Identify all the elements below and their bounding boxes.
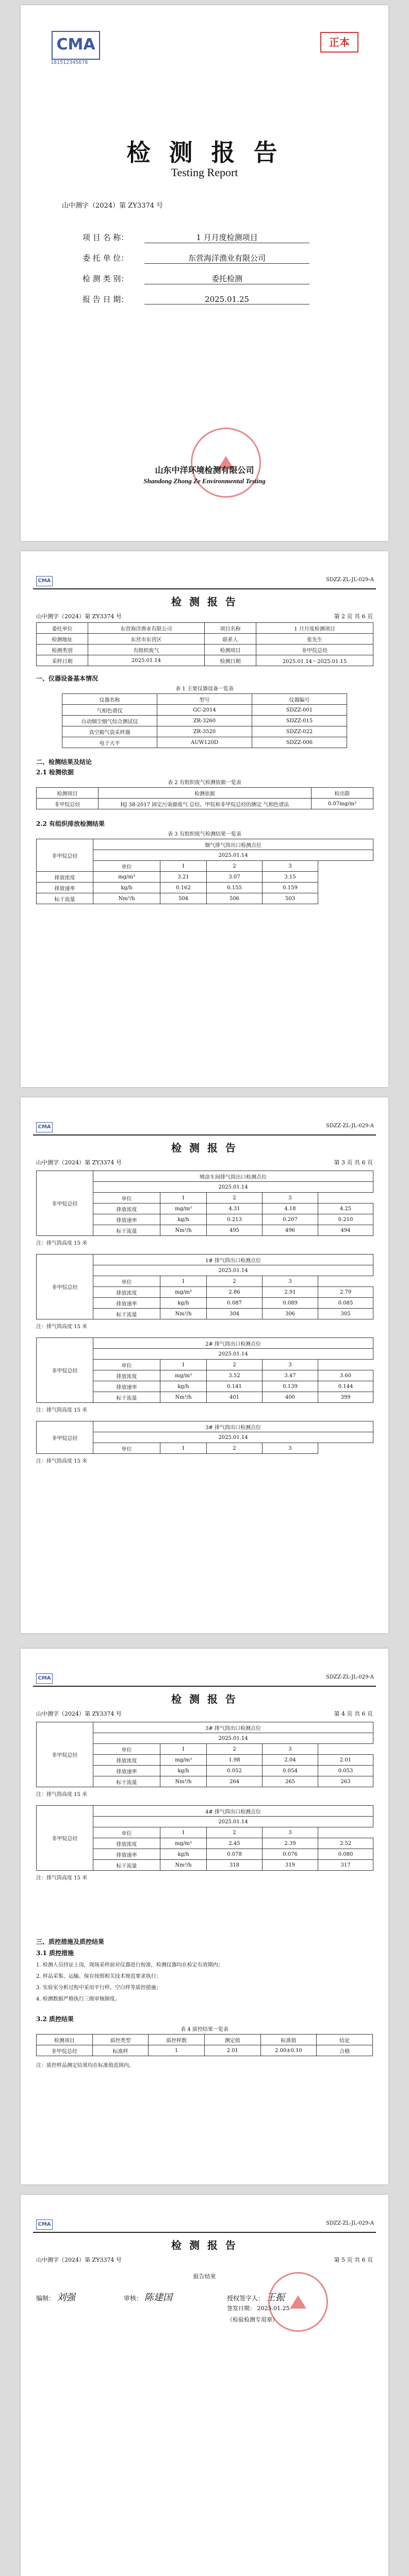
qc-line: 4. 检测数据严格执行三级审核制度。 [36,1996,120,2002]
page-number: 第 5 页 共 6 页 [334,2257,373,2263]
table-note: 注：排气筒高度 15 米 [36,1875,88,1881]
company-name: 山东中洋环境检测有限公司 [155,465,254,475]
table-cell: kg/h [160,1381,207,1392]
table-header: 单位 [93,1193,160,1204]
results-point: 2# 排气筒出口检测点位 [93,1338,373,1349]
report-page-4 [21,1649,388,2184]
info-cell: 非甲烷总烃 [256,645,373,655]
table-cell: 排放浓度 [93,1755,160,1766]
table-cell: 0.076 [263,1849,318,1860]
cover-client: 东营海洋渔业有限公司 [144,252,309,264]
qc-line: 2. 样品采集、运输、保存按照相关技术规范要求执行； [36,1974,161,1979]
table-header: 2 [207,1744,263,1755]
info-cell: 2025.01.14 [88,655,205,666]
basis-table [36,787,373,809]
table-cell: 真空箱气袋采样器 [62,726,157,737]
table-header: 质控类型 [92,2035,149,2045]
table-cell: GC-2014 [157,705,252,716]
table-cell: 317 [318,1860,373,1871]
info-cell: 东营海洋渔业有限公司 [88,623,205,634]
info-cell: 1 月月度检测项目 [256,623,373,634]
table-row [37,2045,373,2056]
table-cell: 电子天平 [62,737,157,748]
table-header: 检测依据 [99,788,312,799]
table-cell: 排放浓度 [37,872,93,883]
table-cell: 3.47 [263,1370,318,1381]
table-header: 3 [263,1443,318,1454]
table-cell: mg/m³ [160,1204,207,1214]
table-row [37,655,373,666]
table-cell: 495 [207,1225,263,1236]
table-header: 质控样数 [149,2035,205,2045]
report-subtitle: Testing Report [171,166,238,179]
table-header: 1 [160,1193,207,1204]
header-rule [33,1134,376,1136]
results-table [36,1421,373,1454]
page-report-number: 山中测字（2024）第 ZY3374 号 [36,613,122,620]
page-report-number: 山中测字（2024）第 ZY3374 号 [36,1159,122,1166]
results-table [36,1722,373,1787]
table-header: 标准值 [260,2035,317,2045]
cover-type-row [83,273,309,284]
results-point: 喷涂车间排气筒出口检测点位 [93,1171,373,1182]
info-cell: 检测项目 [205,645,256,655]
reviewer-line [124,2290,172,2303]
table-cell: 2.39 [263,1838,318,1849]
table-cell: 0.207 [263,1214,318,1225]
original-stamp: 正本 [320,32,358,53]
company-name-en: Shandong Zhong Ze Environmental Testing [143,477,266,485]
table-row [37,799,373,809]
section-3-2-title: 3.2 质控结果 [36,2015,74,2023]
table-header: 2 [207,1276,263,1287]
table-cell: 400 [263,1392,318,1403]
table-cell: 排放浓度 [93,1204,160,1214]
reviewer-label: 审核： [124,2295,143,2302]
table-note: 注：排气筒高度 15 米 [36,1792,88,1798]
page-title: 检 测 报 告 [171,1693,238,1705]
table-header: 3 [263,1193,318,1204]
report-title: 检 测 报 告 [126,139,283,166]
results-date: 2025.01.14 [93,1733,373,1744]
table-cell: mg/m³ [160,1838,207,1849]
info-cell: 联系人 [205,634,256,645]
results-table [36,1805,373,1871]
table-header: 单位 [93,1827,160,1838]
report-number: 山中测字（2024）第 ZY3374 号 [62,202,163,210]
table-header: 结论 [317,2035,373,2045]
section-3-title: 三、质控措施及质控结果 [36,1938,105,1945]
results-date: 2025.01.14 [93,1265,373,1276]
table-cell: ZR-3520 [157,726,252,737]
header-code: SDZZ-ZL-JL-029-A [326,2221,374,2226]
table-cell: 265 [263,1776,318,1787]
results-point: 4# 排气筒出口检测点位 [93,1806,373,1817]
table-cell: mg/m³ [160,1287,207,1298]
page-report-number: 山中测字（2024）第 ZY3374 号 [36,1710,122,1717]
table-header: 单位 [93,1360,160,1370]
table-cell: 2.86 [207,1287,263,1298]
table-row [62,737,347,748]
table-cell: 304 [207,1309,263,1319]
table-cell: 标干流量 [93,1860,160,1871]
page-number: 第 2 页 共 6 页 [334,613,373,620]
table-cell: 排放速率 [93,1766,160,1776]
table-cell: 318 [207,1860,263,1871]
issue-label: 签发日期： [227,2305,255,2312]
approver-signature: 王振 [266,2292,285,2303]
page-number: 第 4 页 共 6 页 [334,1710,373,1717]
section-2-1-title: 2.1 检测依据 [36,769,74,776]
table-cell: 401 [207,1392,263,1403]
page-number: 第 3 页 共 6 页 [334,1159,373,1166]
table-cell: 排放速率 [93,1849,160,1860]
table-header: 1 [160,861,207,872]
table-cell: kg/h [160,1298,207,1309]
results-item: 非甲烷总烃 [37,1421,93,1454]
table-cell: 263 [318,1776,373,1787]
table-note: 注：排气筒高度 15 米 [36,1408,88,1413]
table-3-caption: 表 3 有组织废气检测结果一览表 [168,832,241,837]
table-row [62,705,347,716]
qc-measures [36,1960,373,2005]
table-cell: 排放浓度 [93,1838,160,1849]
table-header: 1 [160,1744,207,1755]
info-cell: 采样日期 [37,655,88,666]
results-date: 2025.01.14 [93,850,373,861]
table-cell: 2.04 [263,1755,318,1766]
table-cell: 496 [263,1225,318,1236]
table-cell: 标干流量 [37,893,93,904]
table-cell: 0.080 [318,1849,373,1860]
cover-type-label: 检 测 类 别： [83,274,129,283]
table-row [37,623,373,634]
results-item: 非甲烷总烃 [37,839,93,872]
cover-client-label: 委 托 单 位： [83,253,129,263]
table-cell: 标准样 [92,2045,149,2056]
table-cell: kg/h [93,883,160,893]
table-header: 3 [263,1827,318,1838]
table-header: 2 [207,1193,263,1204]
table-row [37,645,373,655]
equipment-table [62,693,347,748]
table-header: 测定值 [204,2035,260,2045]
results-table [36,1254,373,1319]
table-cell: 2.91 [263,1287,318,1298]
table-note: 注：排气筒高度 15 米 [36,1459,88,1464]
table-header: 仪器名称 [62,694,157,705]
table-1-caption: 表 1 主要仪器设备一览表 [175,686,234,692]
info-cell: 检测日期 [205,655,256,666]
table-cell: Nm³/h [160,1392,207,1403]
table-cell: 0.052 [207,1766,263,1776]
section-3-1-title: 3.1 质控措施 [36,1950,74,1957]
cover-date: 2025.01.25 [144,295,309,304]
table-cell: 排放速率 [93,1298,160,1309]
table-cell: 264 [207,1776,263,1787]
table-header: 2 [207,1443,263,1454]
cover-date-label: 报 告 日 期： [83,295,129,304]
cover-project-row [83,232,309,243]
results-point: 烟气排气筒出口检测点位 [93,839,373,850]
info-cell: 东营市东营区 [88,634,205,645]
table-cell: AUW120D [157,737,252,748]
header-logo: CMA [36,1673,53,1684]
table-cell: 305 [318,1309,373,1319]
qc-table [36,2034,373,2056]
table-cell: 0.078 [207,1849,263,1860]
table-header: 1 [160,1827,207,1838]
results-date: 2025.01.14 [93,1182,373,1193]
table-cell: Nm³/h [160,1309,207,1319]
table-cell: SDZZ-022 [252,726,347,737]
table-cell: 3.15 [263,872,318,883]
header-code: SDZZ-ZL-JL-029-A [326,1123,374,1129]
table-cell: 合格 [317,2045,373,2056]
table-cell: Nm³/h [160,1860,207,1871]
issue-date: 2025.01.25 [257,2305,290,2312]
table-cell: 4.18 [263,1204,318,1214]
table-cell: 2.01 [318,1755,373,1766]
table-cell: 排放速率 [37,883,93,893]
table-header: 3 [263,1276,318,1287]
table-cell: 排放速率 [93,1214,160,1225]
header-rule [33,1686,376,1687]
table-cell: 标干流量 [93,1776,160,1787]
table-cell: SDZZ-001 [252,705,347,716]
info-cell: 委托单位 [37,623,88,634]
report-page-5 [21,2195,388,2576]
table-cell: 标干流量 [93,1309,160,1319]
table-cell: 506 [207,893,263,904]
results-point: 3# 排气筒出口检测点位 [93,1421,373,1432]
table-cell: 503 [263,893,318,904]
table-cell: 1.98 [207,1755,263,1766]
table-cell: 0.089 [263,1298,318,1309]
report-page-2 [21,551,388,1087]
results-date: 2025.01.14 [93,1817,373,1827]
table-cell: ZR-3260 [157,716,252,726]
compiler-signature: 刘强 [56,2292,75,2303]
table-cell: 2.01 [204,2045,260,2056]
compiler-label: 编制： [36,2295,55,2302]
table-header: 2 [207,861,263,872]
cover-page [21,5,388,541]
table-header: 单位 [93,1744,160,1755]
header-rule [33,588,376,589]
table-cell: 排放浓度 [93,1370,160,1381]
qc-line: 3. 实验室分析过程中采用平行样、空白样等质控措施； [36,1985,161,1991]
table-cell: 504 [160,893,207,904]
table-cell: 0.053 [318,1766,373,1776]
table-cell: 494 [318,1225,373,1236]
table-header: 2 [207,1827,263,1838]
table-cell: 排放浓度 [93,1287,160,1298]
table-header: 单位 [93,1443,160,1454]
table-cell: 1 [149,2045,205,2056]
results-date: 2025.01.14 [93,1432,373,1443]
table-cell: 0.054 [263,1766,318,1776]
table-2-caption: 表 2 有组织废气检测依据一览表 [168,780,241,786]
table-cell: 0.144 [318,1381,373,1392]
table-cell: 4.25 [318,1204,373,1214]
table-cell: kg/h [160,1849,207,1860]
table-cell: mg/m³ [160,1370,207,1381]
table-cell: 排放速率 [93,1381,160,1392]
page-report-number: 山中测字（2024）第 ZY3374 号 [36,2257,122,2263]
table-cell: SDZZ-015 [252,716,347,726]
table-cell: mg/m³ [93,872,160,883]
table-cell: 2.79 [318,1287,373,1298]
table-header: 单位 [93,1276,160,1287]
company-seal [191,428,261,498]
table-header: 3 [263,1744,318,1755]
table-cell: 0.213 [207,1214,263,1225]
results-table [36,1337,373,1403]
table-cell: 非甲烷总烃 [37,799,99,809]
table-4-caption: 表 4 质控结果一览表 [181,2027,228,2032]
report-end: 报告结束 [193,2273,216,2280]
table-cell: 0.155 [207,883,263,893]
table-cell: kg/h [160,1214,207,1225]
table-cell: 0.07mg/m³ [312,799,373,809]
info-cell: 项目名称 [205,623,256,634]
inspection-seal [268,2272,328,2332]
table-cell: 2.00±0.10 [260,2045,317,2056]
cover-project-label: 项 目 名 称： [83,233,129,242]
table-note: 注：排气筒高度 15 米 [36,1241,88,1246]
info-cell: 2025.01.14～2025.01.15 [256,655,373,666]
results-item: 非甲烷总烃 [37,1255,93,1319]
table-row [37,634,373,645]
results-item: 非甲烷总烃 [37,1806,93,1871]
cover-date-row [83,294,309,304]
table-cell: 0.159 [263,883,318,893]
table-row [37,872,373,883]
info-cell: 检测类别 [37,645,88,655]
qc-note: 注：质控样品测定结果均在标准值范围内。 [36,2063,134,2069]
reviewer-signature: 陈建国 [144,2292,172,2303]
table-cell: Nm³/h [160,1776,207,1787]
table-cell: 0.141 [207,1381,263,1392]
table-cell: Nm³/h [93,893,160,904]
section-2-title: 二、检测结果及结论 [36,758,92,766]
report-page-3 [21,1097,388,1633]
table-cell: 0.210 [318,1214,373,1225]
results-item: 非甲烷总烃 [37,1171,93,1236]
table-header: 3 [263,861,318,872]
table-cell: 气相色谱仪 [62,705,157,716]
table-row [37,893,373,904]
table-header: 单位 [93,861,160,872]
table-header: 2 [207,1360,263,1370]
page-title: 检 测 报 告 [171,596,238,608]
header-logo: CMA [36,2219,53,2230]
table-row [37,883,373,893]
header-code: SDZZ-ZL-JL-029-A [326,1674,374,1680]
table-cell: 3.52 [207,1370,263,1381]
section-2-2-title: 2.2 有组织排放检测结果 [36,820,105,827]
header-logo: CMA [36,1122,53,1132]
compiler-line [36,2290,75,2303]
info-cell: 有组织废气 [88,645,205,655]
table-cell: Nm³/h [160,1225,207,1236]
table-cell: 0.162 [160,883,207,893]
table-cell: 399 [318,1392,373,1403]
table-cell: 自动烟尘烟气综合测试仪 [62,716,157,726]
seal-label: （检验检测专用章） [227,2316,278,2323]
results-point: 1# 排气筒出口检测点位 [93,1255,373,1265]
table-cell: 标干流量 [93,1225,160,1236]
table-cell: 2.52 [318,1838,373,1849]
header-logo: CMA [36,576,53,586]
info-table [36,622,373,666]
results-item: 非甲烷总烃 [37,1722,93,1787]
table-row [62,726,347,737]
cma-logo: CMA [52,31,100,60]
table-cell: 4.31 [207,1204,263,1214]
table-cell: 非甲烷总烃 [37,2045,93,2056]
table-header: 1 [160,1276,207,1287]
cover-project: 1 月月度检测项目 [144,232,309,243]
header-rule [33,2232,376,2233]
table-header: 1 [160,1443,207,1454]
header-code: SDZZ-ZL-JL-029-A [326,577,374,583]
table-header: 检出限 [312,788,373,799]
table-header: 检测项目 [37,2035,93,2045]
table-cell: HJ 38-2017 固定污染源废气 总烃、甲烷和非甲烷总烃的测定 气相色谱法 [99,799,312,809]
approver-label: 授权签字人： [227,2295,265,2302]
table-cell: 0.087 [207,1298,263,1309]
table-cell: 0.139 [263,1381,318,1392]
section-1-title: 一、仪器设备基本情况 [36,675,99,682]
table-header: 1 [160,1360,207,1370]
table-header: 检测项目 [37,788,99,799]
table-note: 注：排气筒高度 15 米 [36,1324,88,1330]
table-header: 仪器编号 [252,694,347,705]
page-title: 检 测 报 告 [171,2239,238,2251]
table-cell: 3.60 [318,1370,373,1381]
table-cell: 2.45 [207,1838,263,1849]
page-title: 检 测 报 告 [171,1142,238,1154]
results-point: 3# 排气筒出口检测点位 [93,1722,373,1733]
table-cell: SDZZ-006 [252,737,347,748]
table-cell: 319 [263,1860,318,1871]
table-cell: 306 [263,1309,318,1319]
results-table-main [36,839,373,904]
table-header: 型号 [157,694,252,705]
results-item: 非甲烷总烃 [37,1338,93,1403]
cover-client-row [83,252,309,264]
cma-number: 181512345678 [51,60,88,65]
table-header: 3 [263,1360,318,1370]
results-date: 2025.01.14 [93,1349,373,1360]
info-cell: 张先生 [256,634,373,645]
table-cell: 3.21 [160,872,207,883]
table-cell: 0.085 [318,1298,373,1309]
results-table [36,1171,373,1236]
table-cell: 3.07 [207,872,263,883]
info-cell: 检测地址 [37,634,88,645]
qc-line: 1. 检测人员持证上岗，现场采样前对仪器进行校准，检测仪器均在检定有效期内； [36,1962,223,1968]
table-cell: mg/m³ [160,1755,207,1766]
table-cell: 标干流量 [93,1392,160,1403]
cover-type: 委托检测 [144,273,309,284]
table-row [62,716,347,726]
table-cell: kg/h [160,1766,207,1776]
